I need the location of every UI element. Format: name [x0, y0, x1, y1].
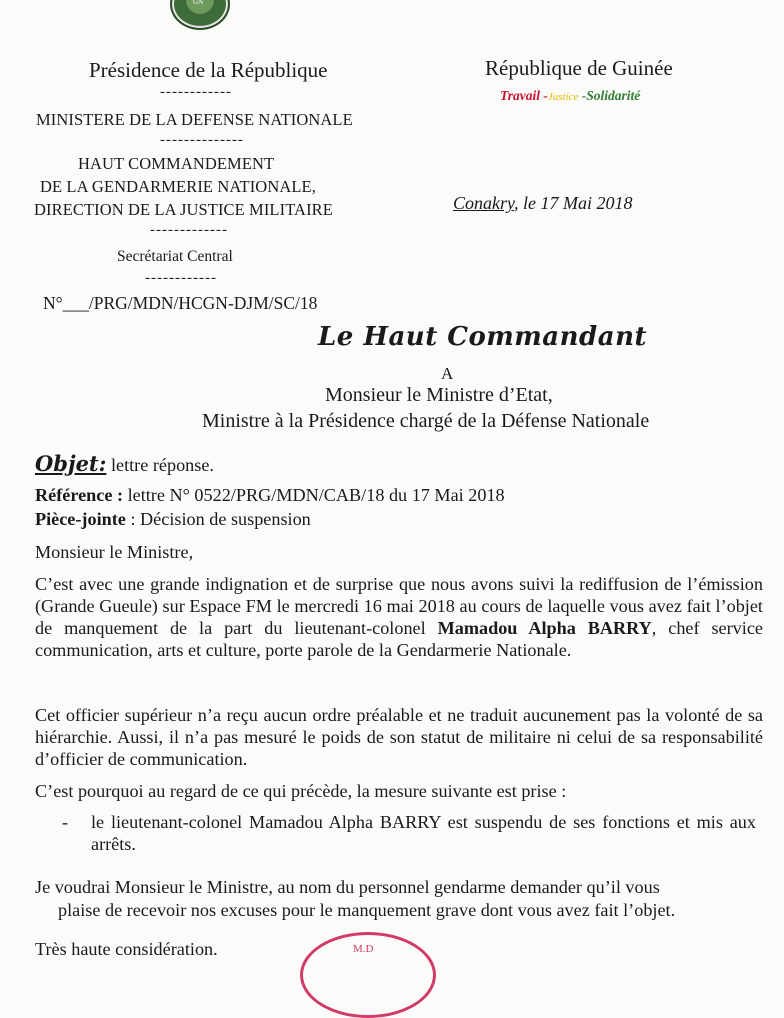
reference-number: N°___/PRG/MDN/HCGN-DJM/SC/18 [43, 293, 318, 313]
paragraph-1-name: Mamadou Alpha BARRY [437, 618, 652, 638]
separator-dash: -------------- [160, 132, 244, 148]
piece-jointe-value: : Décision de suspension [125, 509, 311, 529]
objet-value: lettre réponse. [110, 455, 214, 475]
paragraph-1 [35, 573, 763, 661]
direction-heading: DIRECTION DE LA JUSTICE MILITAIRE [34, 200, 333, 219]
presidence-heading: Présidence de la République [89, 58, 328, 82]
place-city: Conakry [453, 193, 514, 213]
motto-justice: Justice [547, 91, 579, 103]
paragraph-3: C’est pourquoi au regard de ce qui précède, la mesure suivante est prise : [35, 781, 567, 801]
national-seal-icon [170, 0, 230, 30]
date-text: , le 17 Mai 2018 [514, 193, 633, 213]
motto-travail: Travail [500, 88, 540, 103]
reference-value: lettre N° 0522/PRG/MDN/CAB/18 du 17 Mai 2018 [127, 485, 505, 505]
separator-dash: ------------ [145, 270, 217, 286]
place-date [453, 193, 633, 214]
country-heading: République de Guinée [485, 56, 673, 80]
paragraph-4-line1: Je voudrai Monsieur le Ministre, au nom du personnel gendarme demander qu’il vous [35, 877, 660, 897]
salutation: Monsieur le Ministre, [35, 542, 194, 562]
sender-heading: Le Haut Commandant [318, 322, 647, 352]
motto-solidarite: Solidarité [586, 88, 641, 103]
closing-line: Très haute considération. [35, 939, 218, 959]
motto-separator: - [540, 88, 548, 103]
separator-dash: ------------ [160, 84, 232, 100]
reference-line [35, 484, 505, 506]
piece-jointe-line [35, 508, 311, 530]
objet-label: Objet: [35, 451, 107, 476]
ministry-heading: MINISTERE DE LA DEFENSE NATIONALE [36, 110, 353, 129]
paragraph-1-after: , chef service communication, arts et culture, porte parole de la Gendarmerie Nationale. [35, 618, 763, 660]
recipient-a: A [441, 364, 454, 383]
objet-line [35, 453, 214, 476]
secretariat-label: Secrétariat Central [117, 248, 233, 265]
national-motto [500, 88, 640, 104]
paragraph-2: Cet officier supérieur n’a reçu aucun ordre préalable et ne traduit aucunement pas la volonté de sa hiérarchie. Aussi, il n’a pas mesuré le poids de son statut de militaire ni celui de sa responsabilité d’officier de communication. [35, 705, 763, 769]
paragraph-4-line2: plaise de recevoir nos excuses pour le manquement grave dont vous avez fait l’objet. [58, 900, 676, 920]
command-heading: HAUT COMMANDEMENT [78, 154, 275, 173]
gendarmerie-heading: DE LA GENDARMERIE NATIONALE, [40, 177, 316, 196]
paragraph-1-before: C’est avec une grande indignation et de surprise que nous avons suivi la rediffusion de l’émission (Grande Gueule) sur Espace FM le mercredi 16 mai 2018 au cours de laquelle vous avez fait l’objet de manquement de la part du lieutenant-colonel [35, 574, 763, 638]
motto-separator: - [578, 88, 587, 103]
bullet-text: le lieutenant-colonel Mamadou Alpha BARRY est suspendu de ses fonctions et mis aux arrêts. [91, 812, 756, 854]
official-stamp [300, 932, 436, 1018]
piece-jointe-label: Pièce-jointe [35, 509, 126, 529]
stamp-text: M.D [353, 943, 374, 955]
recipient-line1: Monsieur le Ministre d’Etat, [325, 384, 553, 406]
separator-dash: ------------- [150, 222, 228, 238]
seal-text: GN [193, 0, 204, 6]
recipient-line2: Ministre à la Présidence chargé de la Défense Nationale [202, 410, 650, 432]
bullet-marker: - [62, 812, 69, 832]
reference-label: Référence : [35, 485, 124, 505]
